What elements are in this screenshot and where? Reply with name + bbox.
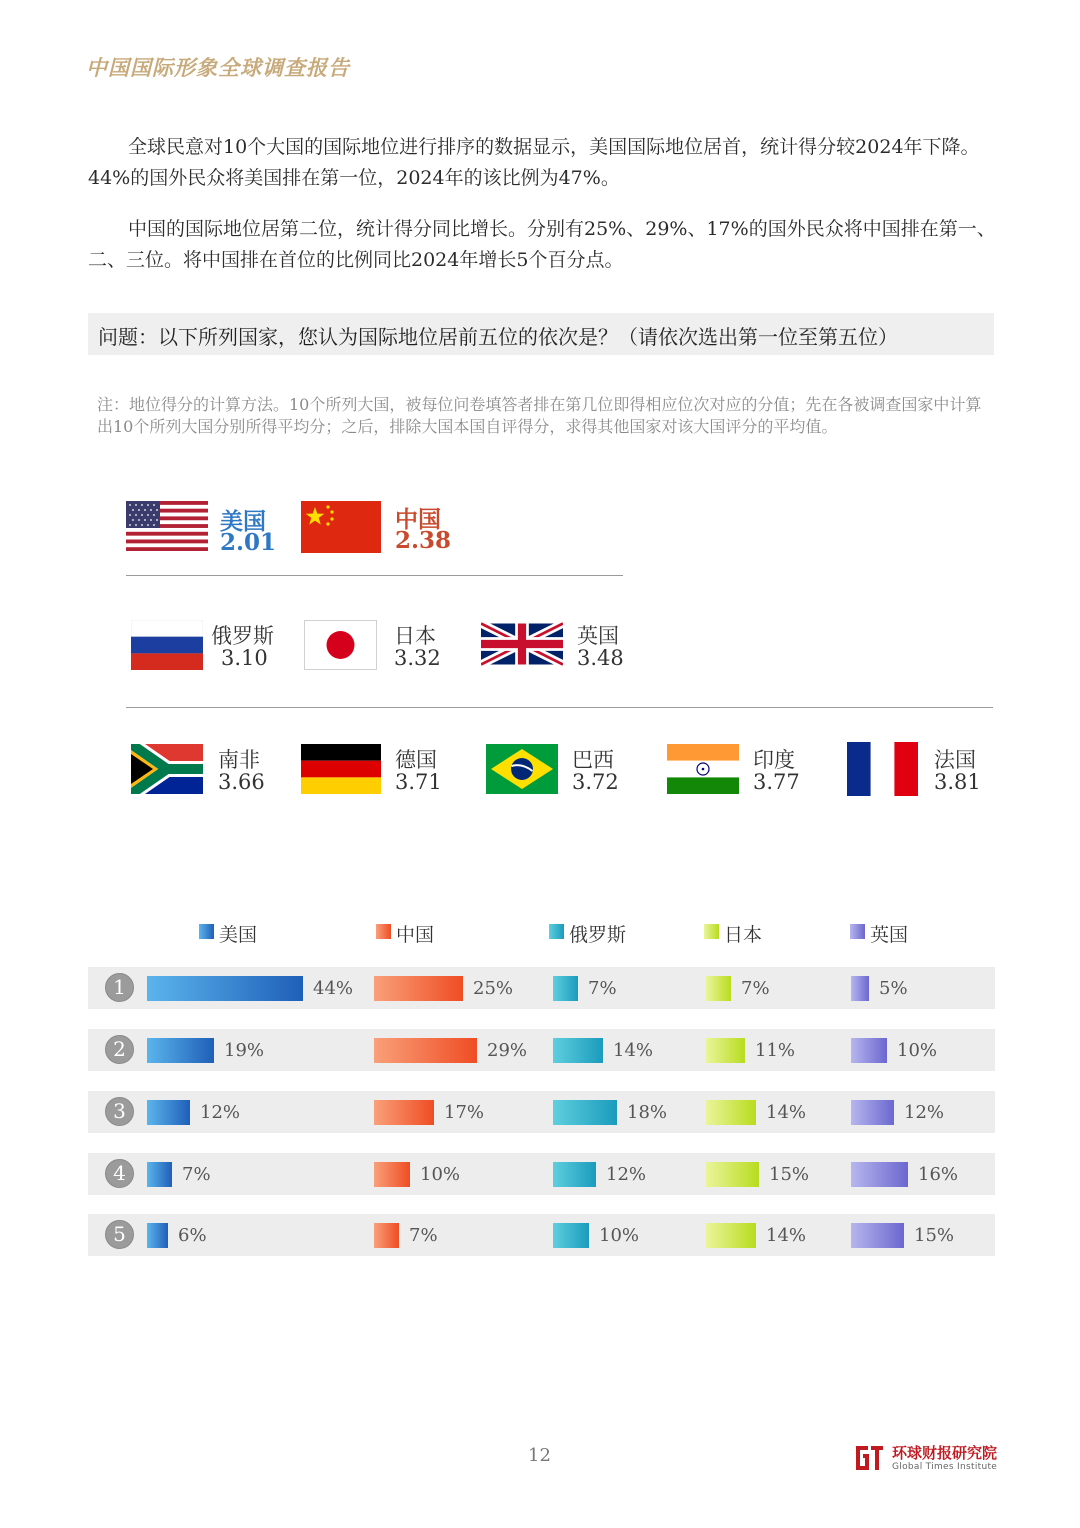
legend-label: 俄罗斯 (569, 924, 627, 946)
data-label: 15% (769, 1164, 810, 1185)
country-japan (304, 620, 454, 676)
data-bar (706, 1223, 756, 1248)
data-label: 16% (918, 1164, 959, 1185)
data-bar (706, 1100, 756, 1125)
data-label: 7% (588, 978, 617, 999)
legend-swatch (850, 924, 865, 939)
rank-number-badge: 3 (105, 1097, 134, 1126)
data-bar (706, 1038, 745, 1063)
data-label: 25% (473, 978, 514, 999)
rank-row (88, 967, 995, 1009)
data-bar (553, 1100, 617, 1125)
data-bar (553, 1038, 603, 1063)
page-number: 12 (528, 1445, 551, 1466)
data-bar (553, 1223, 589, 1248)
country-france (847, 742, 997, 798)
data-bar (851, 976, 869, 1001)
country-brazil (486, 744, 636, 800)
logo-chinese-text: 环球财报研究院 (892, 1444, 998, 1462)
divider-tier-2 (126, 707, 993, 708)
russia-flag-icon (131, 620, 203, 670)
data-label: 10% (897, 1040, 938, 1061)
data-label: 7% (409, 1225, 438, 1246)
country-score: 3.71 (395, 770, 442, 794)
country-russia (131, 620, 291, 676)
data-label: 12% (606, 1164, 647, 1185)
japan-flag-icon (304, 620, 377, 670)
uk-flag-icon (481, 622, 563, 666)
data-bar (147, 1100, 190, 1125)
india-flag-icon (667, 744, 739, 794)
data-bar (706, 976, 731, 1001)
gti-logo-icon (852, 1440, 886, 1478)
global-times-institute-logo (852, 1440, 998, 1476)
country-name: 俄罗斯 (211, 624, 274, 648)
country-score: 3.66 (218, 770, 265, 794)
legend-swatch (704, 924, 719, 939)
data-bar (374, 1038, 477, 1063)
data-label: 18% (627, 1102, 668, 1123)
data-label: 44% (313, 978, 354, 999)
data-label: 15% (914, 1225, 955, 1246)
rank-row (88, 1214, 995, 1256)
question-text: 问题：以下所列国家，您认为国际地位居前五位的依次是？（请依次选出第一位至第五位） (98, 325, 898, 349)
country-score: 3.48 (577, 646, 624, 670)
country-name: 中国 (395, 507, 441, 533)
country-score: 2.01 (220, 529, 277, 556)
data-bar (147, 1162, 172, 1187)
legend-label: 日本 (724, 924, 763, 946)
country-name: 日本 (394, 624, 436, 648)
country-score: 3.77 (753, 770, 800, 794)
data-bar (706, 1162, 759, 1187)
data-label: 5% (879, 978, 908, 999)
south-africa-flag-icon (131, 744, 203, 794)
germany-flag-icon (301, 744, 381, 794)
data-bar (147, 976, 303, 1001)
data-label: 6% (178, 1225, 207, 1246)
country-score: 3.81 (934, 770, 981, 794)
country-name: 巴西 (572, 748, 614, 772)
legend-swatch (199, 924, 214, 939)
data-label: 7% (182, 1164, 211, 1185)
report-header-title: 中国国际形象全球调查报告 (86, 55, 350, 80)
data-label: 12% (200, 1102, 241, 1123)
data-label: 14% (613, 1040, 654, 1061)
france-flag-icon (847, 742, 918, 796)
data-bar (851, 1100, 894, 1125)
country-germany (301, 744, 451, 800)
rank-number-badge: 5 (105, 1220, 134, 1249)
data-label: 29% (487, 1040, 528, 1061)
paragraph-2-text: 中国的国际地位居第二位，统计得分同比增长。分别有25%、29%、17%的国外民众将中国排在第一、二、三位。将中国排在首位的比例同比2024年增长5个百分点。 (88, 218, 996, 271)
rank-row (88, 1091, 995, 1133)
data-bar (147, 1038, 214, 1063)
data-label: 19% (224, 1040, 265, 1061)
country-score: 3.32 (394, 646, 441, 670)
china-flag-icon (301, 501, 381, 553)
country-score: 2.38 (395, 527, 452, 554)
country-name: 法国 (934, 748, 976, 772)
data-bar (553, 976, 578, 1001)
data-bar (147, 1223, 168, 1248)
question-bar (88, 313, 994, 355)
rank-row (88, 1153, 995, 1195)
us-flag-icon (126, 501, 208, 551)
data-label: 7% (741, 978, 770, 999)
paragraph-2 (88, 214, 1008, 276)
legend-swatch (376, 924, 391, 939)
data-label: 14% (766, 1102, 807, 1123)
legend-label: 英国 (870, 924, 909, 946)
data-bar (374, 1162, 410, 1187)
data-bar (851, 1162, 908, 1187)
divider-tier-1 (126, 575, 623, 576)
method-note: 注：地位得分的计算方法。10个所列大国，被每位问卷填答者排在第几位即得相应位次对应的分值；先在各被调查国家中计算出10个所列大国分别所得平均分；之后，排除大国本国自评得分，求得其他国家对该大国评分的平均值。 (97, 395, 982, 436)
paragraph-1-text: 全球民意对10个大国的国际地位进行排序的数据显示，美国国际地位居首，统计得分较2024年下降。44%的国外民众将美国排在第一位，2024年的该比例为47%。 (88, 136, 980, 189)
country-score: 3.10 (221, 646, 268, 670)
country-south-africa (131, 744, 291, 800)
legend-swatch (549, 924, 564, 939)
country-china (301, 501, 461, 557)
brazil-flag-icon (486, 744, 558, 794)
country-india (667, 744, 817, 800)
data-bar (374, 976, 463, 1001)
data-label: 14% (766, 1225, 807, 1246)
rank-row (88, 1029, 995, 1071)
rank-number-badge: 4 (105, 1159, 134, 1188)
country-score: 3.72 (572, 770, 619, 794)
data-bar (851, 1223, 904, 1248)
country-uk (481, 622, 641, 678)
country-name: 英国 (577, 624, 619, 648)
rank-number-badge: 2 (105, 1035, 134, 1064)
paragraph-1 (88, 132, 1008, 194)
legend-label: 中国 (396, 924, 435, 946)
country-us (126, 501, 286, 557)
data-bar (374, 1100, 434, 1125)
country-name: 南非 (218, 748, 260, 772)
logo-english-text: Global Times Institute (892, 1462, 998, 1472)
data-bar (374, 1223, 399, 1248)
data-label: 10% (420, 1164, 461, 1185)
data-label: 17% (444, 1102, 485, 1123)
data-label: 11% (755, 1040, 796, 1061)
data-bar (851, 1038, 887, 1063)
data-label: 10% (599, 1225, 640, 1246)
country-name: 德国 (395, 748, 437, 772)
data-bar (553, 1162, 596, 1187)
legend-label: 美国 (219, 924, 258, 946)
rank-number-badge: 1 (105, 973, 134, 1002)
country-name: 印度 (753, 748, 795, 772)
data-label: 12% (904, 1102, 945, 1123)
country-name: 美国 (220, 509, 266, 535)
